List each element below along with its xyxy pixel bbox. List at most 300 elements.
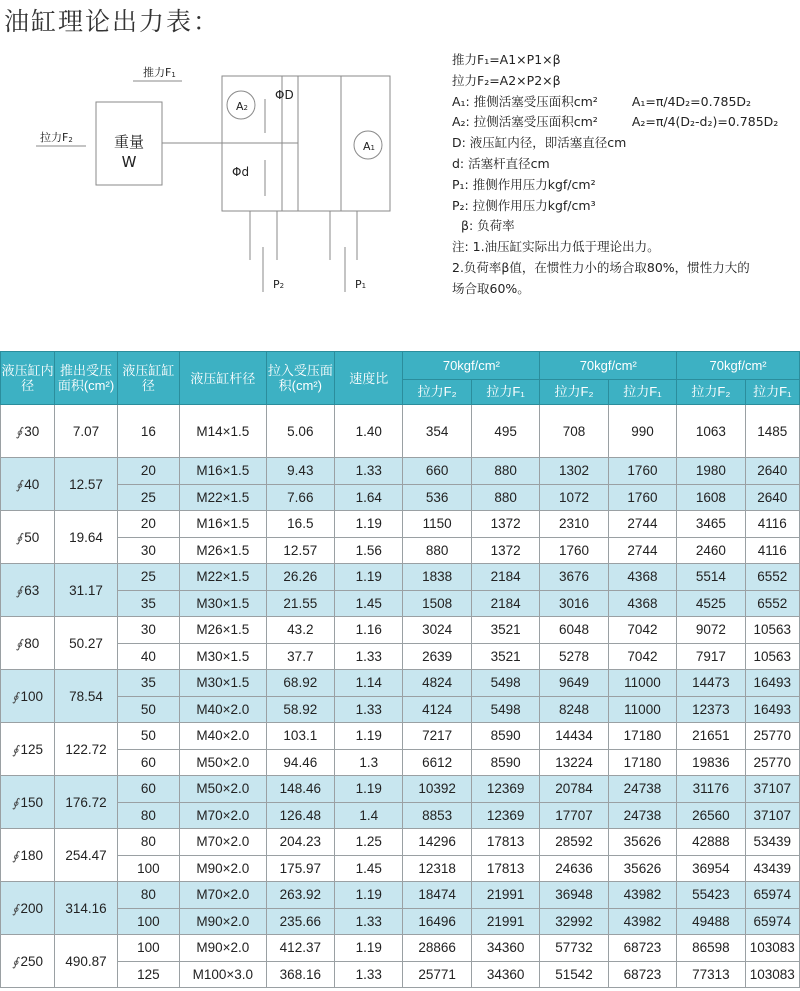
speed-ratio-cell: 1.19 bbox=[335, 882, 403, 909]
cylinder-diameter-cell: 35 bbox=[117, 590, 179, 617]
pull-area-cell: 7.66 bbox=[266, 484, 334, 511]
speed-ratio-cell: 1.40 bbox=[335, 405, 403, 458]
rod-diameter-cell: M50×2.0 bbox=[180, 749, 267, 776]
p1-label: P1 bbox=[355, 278, 367, 291]
diameter-symbol-icon: ∮ bbox=[12, 848, 19, 863]
push-area-cell: 7.07 bbox=[55, 405, 117, 458]
bore-cell bbox=[1, 935, 55, 988]
pull-force-f2-cell: 13224 bbox=[540, 749, 608, 776]
pull-force-f1-cell: 35626 bbox=[608, 829, 676, 856]
pull-area-cell: 43.2 bbox=[266, 617, 334, 644]
bore-value: 100 bbox=[20, 688, 44, 704]
pull-force-f1-cell: 2184 bbox=[471, 590, 539, 617]
cylinder-diameter-cell: 100 bbox=[117, 935, 179, 962]
pull-force-f2-cell: 57732 bbox=[540, 935, 608, 962]
pull-force-f2-cell: 18474 bbox=[403, 882, 471, 909]
speed-ratio-cell: 1.33 bbox=[335, 961, 403, 988]
pull-force-f1-cell: 35626 bbox=[608, 855, 676, 882]
pull-area-cell: 37.7 bbox=[266, 643, 334, 670]
speed-ratio-cell: 1.14 bbox=[335, 670, 403, 697]
rod-diameter-cell: M90×2.0 bbox=[180, 935, 267, 962]
pull-force-f2-cell: 25771 bbox=[403, 961, 471, 988]
a2-label: A2 bbox=[236, 100, 248, 113]
header-pressure-group-1: 70kgf/cm² bbox=[403, 352, 540, 380]
pull-force-f2-cell: 4824 bbox=[403, 670, 471, 697]
pull-force-f2-cell: 42888 bbox=[677, 829, 745, 856]
pull-force-f2-cell: 660 bbox=[403, 458, 471, 485]
weight-symbol: W bbox=[121, 153, 137, 171]
rod-diameter-cell: M16×1.5 bbox=[180, 458, 267, 485]
formula-a1: A₁: 推侧活塞受压面积cm² A₁=π/4D₂=0.785D₂ bbox=[452, 93, 752, 109]
rod-diameter-label: Φd bbox=[232, 165, 250, 179]
pull-force-f2-cell: 1150 bbox=[403, 511, 471, 538]
def-beta: β: 负荷率 bbox=[461, 218, 515, 234]
def-D: D: 液压缸内径，即活塞直径cm bbox=[452, 135, 627, 151]
formula-pull: 拉力F₂=A2×P2×β bbox=[452, 72, 561, 88]
pull-force-f2-cell: 21651 bbox=[677, 723, 745, 750]
bore-cell bbox=[1, 458, 55, 511]
pull-force-f1-cell: 1485 bbox=[745, 405, 799, 458]
bore-cell bbox=[1, 829, 55, 882]
pull-force-f1-cell: 21991 bbox=[471, 882, 539, 909]
pull-force-f2-cell: 12373 bbox=[677, 696, 745, 723]
pull-force-f1-cell: 34360 bbox=[471, 961, 539, 988]
table-row bbox=[1, 696, 800, 723]
pull-force-f1-cell: 43439 bbox=[745, 855, 799, 882]
pull-force-f1-cell: 8590 bbox=[471, 723, 539, 750]
rod-diameter-cell: M26×1.5 bbox=[180, 537, 267, 564]
pull-force-f2-cell: 14434 bbox=[540, 723, 608, 750]
rod-diameter-cell: M30×1.5 bbox=[180, 670, 267, 697]
pull-force-f2-cell: 16496 bbox=[403, 908, 471, 935]
pull-force-f1-cell: 17180 bbox=[608, 749, 676, 776]
diameter-symbol-icon: ∮ bbox=[12, 689, 19, 704]
push-area-cell: 490.87 bbox=[55, 935, 117, 988]
header-pull-f2: 拉力F₂ bbox=[540, 379, 608, 404]
speed-ratio-cell: 1.33 bbox=[335, 458, 403, 485]
diameter-symbol-icon: ∮ bbox=[12, 901, 19, 916]
cylinder-diagram bbox=[0, 50, 430, 310]
pull-force-f1-cell: 1760 bbox=[608, 484, 676, 511]
table-row bbox=[1, 935, 800, 962]
pull-area-cell: 412.37 bbox=[266, 935, 334, 962]
speed-ratio-cell: 1.19 bbox=[335, 723, 403, 750]
pull-force-f2-cell: 5278 bbox=[540, 643, 608, 670]
pull-force-f2-cell: 32992 bbox=[540, 908, 608, 935]
pull-force-f2-cell: 4525 bbox=[677, 590, 745, 617]
cylinder-diameter-cell: 100 bbox=[117, 908, 179, 935]
pull-area-cell: 263.92 bbox=[266, 882, 334, 909]
bore-value: 200 bbox=[20, 900, 44, 916]
pull-force-f1-cell: 1372 bbox=[471, 511, 539, 538]
bore-diameter-label: ΦD bbox=[275, 88, 294, 102]
header-pull-f2: 拉力F₂ bbox=[403, 379, 471, 404]
pull-force-f2-cell: 880 bbox=[403, 537, 471, 564]
pull-force-f2-cell: 12318 bbox=[403, 855, 471, 882]
push-area-cell: 314.16 bbox=[55, 882, 117, 935]
bore-value: 180 bbox=[20, 847, 44, 863]
bore-value: 40 bbox=[24, 476, 40, 492]
pull-force-f2-cell: 354 bbox=[403, 405, 471, 458]
pull-force-f2-cell: 1838 bbox=[403, 564, 471, 591]
pull-force-f1-cell: 17813 bbox=[471, 855, 539, 882]
pull-force-f1-cell: 880 bbox=[471, 458, 539, 485]
pull-area-cell: 12.57 bbox=[266, 537, 334, 564]
diameter-symbol-icon: ∮ bbox=[16, 477, 23, 492]
cylinder-diameter-cell: 40 bbox=[117, 643, 179, 670]
pull-force-f2-cell: 49488 bbox=[677, 908, 745, 935]
pull-force-f1-cell: 3521 bbox=[471, 643, 539, 670]
rod-diameter-cell: M90×2.0 bbox=[180, 855, 267, 882]
page-title: 油缸理论出力表： bbox=[4, 7, 221, 36]
bore-cell bbox=[1, 405, 55, 458]
cylinder-diameter-cell: 16 bbox=[117, 405, 179, 458]
pull-force-f1-cell: 2184 bbox=[471, 564, 539, 591]
table-row bbox=[1, 749, 800, 776]
push-area-cell: 19.64 bbox=[55, 511, 117, 564]
speed-ratio-cell: 1.4 bbox=[335, 802, 403, 829]
bore-cell bbox=[1, 776, 55, 829]
pull-force-f1-cell: 2640 bbox=[745, 458, 799, 485]
pull-force-f1-cell: 11000 bbox=[608, 670, 676, 697]
pull-force-f2-cell: 55423 bbox=[677, 882, 745, 909]
bore-value: 50 bbox=[24, 529, 40, 545]
header-speed-ratio: 速度比 bbox=[335, 352, 403, 405]
weight-label: 重量 bbox=[113, 133, 145, 151]
pull-force-f1-cell: 16493 bbox=[745, 696, 799, 723]
pull-force-f2-cell: 10392 bbox=[403, 776, 471, 803]
table-row bbox=[1, 776, 800, 803]
pull-force-f2-cell: 36954 bbox=[677, 855, 745, 882]
note-1: 注: 1.油压缸实际出力低于理论出力。 bbox=[452, 239, 660, 255]
push-area-cell: 50.27 bbox=[55, 617, 117, 670]
rod-diameter-cell: M16×1.5 bbox=[180, 511, 267, 538]
pull-area-cell: 103.1 bbox=[266, 723, 334, 750]
def-p2: P₂: 拉侧作用压力kgf/cm³ bbox=[452, 197, 596, 213]
table-row bbox=[1, 908, 800, 935]
cylinder-diameter-cell: 60 bbox=[117, 749, 179, 776]
header-pull-f1: 拉力F₁ bbox=[471, 379, 539, 404]
pull-force-f1-cell: 880 bbox=[471, 484, 539, 511]
note-2: 2.负荷率β值，在惯性力小的场合取80%，惯性力大的 bbox=[452, 259, 750, 275]
pull-force-f1-cell: 25770 bbox=[745, 723, 799, 750]
pull-force-f2-cell: 36948 bbox=[540, 882, 608, 909]
pull-force-f2-cell: 20784 bbox=[540, 776, 608, 803]
pull-force-f1-cell: 6552 bbox=[745, 564, 799, 591]
speed-ratio-cell: 1.19 bbox=[335, 935, 403, 962]
pull-force-f1-cell: 68723 bbox=[608, 961, 676, 988]
header-pull-f1: 拉力F₁ bbox=[745, 379, 799, 404]
table-header bbox=[1, 352, 800, 405]
pull-force-f2-cell: 31176 bbox=[677, 776, 745, 803]
speed-ratio-cell: 1.25 bbox=[335, 829, 403, 856]
pull-force-f1-cell: 2640 bbox=[745, 484, 799, 511]
pull-force-f1-cell: 2744 bbox=[608, 537, 676, 564]
pull-force-f2-cell: 77313 bbox=[677, 961, 745, 988]
formula-push: 推力F₁=A1×P1×β bbox=[452, 52, 561, 67]
pull-force-f2-cell: 8248 bbox=[540, 696, 608, 723]
rod-diameter-cell: M70×2.0 bbox=[180, 829, 267, 856]
pull-force-f1-cell: 37107 bbox=[745, 776, 799, 803]
pull-force-f1-cell: 16493 bbox=[745, 670, 799, 697]
pull-force-f2-cell: 24636 bbox=[540, 855, 608, 882]
def-p1: P₁: 推侧作用压力kgf/cm² bbox=[452, 176, 596, 192]
speed-ratio-cell: 1.3 bbox=[335, 749, 403, 776]
speed-ratio-cell: 1.19 bbox=[335, 511, 403, 538]
pull-force-f1-cell: 495 bbox=[471, 405, 539, 458]
bore-value: 250 bbox=[20, 953, 44, 969]
note-2-cont: 场合取60%。 bbox=[452, 280, 530, 296]
table-row bbox=[1, 670, 800, 697]
a1-label: A1 bbox=[363, 140, 375, 153]
pull-area-cell: 235.66 bbox=[266, 908, 334, 935]
cylinder-diameter-cell: 50 bbox=[117, 723, 179, 750]
pull-area-cell: 148.46 bbox=[266, 776, 334, 803]
header-cylinder-diameter: 液压缸缸径 bbox=[117, 352, 179, 405]
bore-value: 125 bbox=[20, 741, 44, 757]
pull-force-f1-cell: 24738 bbox=[608, 802, 676, 829]
pull-force-f1-cell: 34360 bbox=[471, 935, 539, 962]
cylinder-diameter-cell: 25 bbox=[117, 484, 179, 511]
header-rod-diameter: 液压缸杆径 bbox=[180, 352, 267, 405]
speed-ratio-cell: 1.56 bbox=[335, 537, 403, 564]
pull-area-cell: 368.16 bbox=[266, 961, 334, 988]
cylinder-diameter-cell: 25 bbox=[117, 564, 179, 591]
pull-area-cell: 126.48 bbox=[266, 802, 334, 829]
bore-cell bbox=[1, 670, 55, 723]
pull-force-f1-cell: 5498 bbox=[471, 696, 539, 723]
pull-force-f1-cell: 4116 bbox=[745, 537, 799, 564]
formula-notes bbox=[452, 50, 797, 300]
pull-force-f1-cell: 53439 bbox=[745, 829, 799, 856]
table-row bbox=[1, 405, 800, 458]
cylinder-diameter-cell: 100 bbox=[117, 855, 179, 882]
pull-force-label: 拉力F2 bbox=[40, 131, 73, 144]
pull-area-cell: 21.55 bbox=[266, 590, 334, 617]
pull-force-f2-cell: 3016 bbox=[540, 590, 608, 617]
cylinder-diameter-cell: 80 bbox=[117, 829, 179, 856]
cylinder-diameter-cell: 30 bbox=[117, 537, 179, 564]
table-row bbox=[1, 855, 800, 882]
pull-force-f2-cell: 26560 bbox=[677, 802, 745, 829]
bore-cell bbox=[1, 617, 55, 670]
pull-force-f2-cell: 14296 bbox=[403, 829, 471, 856]
pull-force-f1-cell: 65974 bbox=[745, 908, 799, 935]
push-area-cell: 122.72 bbox=[55, 723, 117, 776]
rod-diameter-cell: M30×1.5 bbox=[180, 643, 267, 670]
pull-force-f2-cell: 2310 bbox=[540, 511, 608, 538]
header-pull-area: 拉入受压面积(cm²) bbox=[266, 352, 334, 405]
pull-force-f1-cell: 4368 bbox=[608, 564, 676, 591]
diameter-symbol-icon: ∮ bbox=[16, 583, 23, 598]
cylinder-diameter-cell: 20 bbox=[117, 458, 179, 485]
pull-force-f2-cell: 1980 bbox=[677, 458, 745, 485]
cylinder-output-table bbox=[0, 351, 800, 988]
header-pull-f2: 拉力F₂ bbox=[677, 379, 745, 404]
pull-force-f1-cell: 6552 bbox=[745, 590, 799, 617]
pull-area-cell: 5.06 bbox=[266, 405, 334, 458]
pull-force-f2-cell: 1302 bbox=[540, 458, 608, 485]
rod-diameter-cell: M100×3.0 bbox=[180, 961, 267, 988]
pull-force-f1-cell: 37107 bbox=[745, 802, 799, 829]
table-row bbox=[1, 511, 800, 538]
pull-force-f2-cell: 19836 bbox=[677, 749, 745, 776]
header-push-area: 推出受压面积(cm²) bbox=[55, 352, 117, 405]
push-force-label: 推力F1 bbox=[143, 66, 176, 79]
rod-diameter-cell: M22×1.5 bbox=[180, 564, 267, 591]
pull-force-f2-cell: 708 bbox=[540, 405, 608, 458]
diameter-symbol-icon: ∮ bbox=[12, 954, 19, 969]
pull-force-f2-cell: 28866 bbox=[403, 935, 471, 962]
cylinder-diameter-cell: 125 bbox=[117, 961, 179, 988]
pull-force-f1-cell: 10563 bbox=[745, 617, 799, 644]
speed-ratio-cell: 1.33 bbox=[335, 908, 403, 935]
speed-ratio-cell: 1.64 bbox=[335, 484, 403, 511]
pull-force-f1-cell: 5498 bbox=[471, 670, 539, 697]
pull-area-cell: 9.43 bbox=[266, 458, 334, 485]
table-row bbox=[1, 643, 800, 670]
pull-force-f2-cell: 2639 bbox=[403, 643, 471, 670]
pull-force-f2-cell: 1072 bbox=[540, 484, 608, 511]
pull-force-f2-cell: 1063 bbox=[677, 405, 745, 458]
bore-value: 63 bbox=[24, 582, 40, 598]
rod-diameter-cell: M14×1.5 bbox=[180, 405, 267, 458]
header-pressure-group-3: 70kgf/cm² bbox=[677, 352, 800, 380]
p2-label: P2 bbox=[273, 278, 285, 291]
cylinder-diameter-cell: 30 bbox=[117, 617, 179, 644]
pull-force-f1-cell: 990 bbox=[608, 405, 676, 458]
def-d: d: 活塞杆直径cm bbox=[452, 155, 550, 171]
pull-force-f1-cell: 7042 bbox=[608, 617, 676, 644]
cylinder-diameter-cell: 80 bbox=[117, 802, 179, 829]
rod-diameter-cell: M22×1.5 bbox=[180, 484, 267, 511]
cylinder-diameter-cell: 20 bbox=[117, 511, 179, 538]
speed-ratio-cell: 1.16 bbox=[335, 617, 403, 644]
diameter-symbol-icon: ∮ bbox=[16, 636, 23, 651]
pull-force-f1-cell: 17813 bbox=[471, 829, 539, 856]
table-row bbox=[1, 484, 800, 511]
pull-force-f1-cell: 43982 bbox=[608, 882, 676, 909]
rod-diameter-cell: M26×1.5 bbox=[180, 617, 267, 644]
rod-diameter-cell: M30×1.5 bbox=[180, 590, 267, 617]
speed-ratio-cell: 1.33 bbox=[335, 643, 403, 670]
rod-diameter-cell: M90×2.0 bbox=[180, 908, 267, 935]
table-row bbox=[1, 537, 800, 564]
pull-force-f2-cell: 28592 bbox=[540, 829, 608, 856]
pull-force-f1-cell: 12369 bbox=[471, 776, 539, 803]
pull-force-f2-cell: 6048 bbox=[540, 617, 608, 644]
pull-area-cell: 16.5 bbox=[266, 511, 334, 538]
bore-cell bbox=[1, 564, 55, 617]
pull-force-f2-cell: 4124 bbox=[403, 696, 471, 723]
pull-area-cell: 94.46 bbox=[266, 749, 334, 776]
pull-force-f1-cell: 17180 bbox=[608, 723, 676, 750]
table-row bbox=[1, 961, 800, 988]
pull-force-f2-cell: 1508 bbox=[403, 590, 471, 617]
pull-force-f2-cell: 9072 bbox=[677, 617, 745, 644]
pull-force-f1-cell: 25770 bbox=[745, 749, 799, 776]
speed-ratio-cell: 1.19 bbox=[335, 776, 403, 803]
table-row bbox=[1, 590, 800, 617]
diameter-symbol-icon: ∮ bbox=[12, 795, 19, 810]
pull-force-f2-cell: 1760 bbox=[540, 537, 608, 564]
bore-value: 150 bbox=[20, 794, 44, 810]
pull-force-f1-cell: 1760 bbox=[608, 458, 676, 485]
pull-area-cell: 58.92 bbox=[266, 696, 334, 723]
diameter-symbol-icon: ∮ bbox=[16, 530, 23, 545]
table-row bbox=[1, 882, 800, 909]
pull-force-f2-cell: 7917 bbox=[677, 643, 745, 670]
table-row bbox=[1, 458, 800, 485]
pull-force-f1-cell: 11000 bbox=[608, 696, 676, 723]
pull-force-f1-cell: 2744 bbox=[608, 511, 676, 538]
pull-area-cell: 175.97 bbox=[266, 855, 334, 882]
table-row bbox=[1, 617, 800, 644]
pull-force-f1-cell: 12369 bbox=[471, 802, 539, 829]
pull-force-f2-cell: 1608 bbox=[677, 484, 745, 511]
pull-force-f2-cell: 51542 bbox=[540, 961, 608, 988]
pull-force-f1-cell: 65974 bbox=[745, 882, 799, 909]
pull-force-f1-cell: 24738 bbox=[608, 776, 676, 803]
speed-ratio-cell: 1.33 bbox=[335, 696, 403, 723]
pull-force-f1-cell: 3521 bbox=[471, 617, 539, 644]
pull-force-f1-cell: 43982 bbox=[608, 908, 676, 935]
pull-force-f1-cell: 4368 bbox=[608, 590, 676, 617]
pull-force-f2-cell: 3676 bbox=[540, 564, 608, 591]
pull-force-f2-cell: 7217 bbox=[403, 723, 471, 750]
rod-diameter-cell: M50×2.0 bbox=[180, 776, 267, 803]
diameter-symbol-icon: ∮ bbox=[16, 424, 23, 439]
pull-force-f1-cell: 103083 bbox=[745, 961, 799, 988]
pull-force-f2-cell: 86598 bbox=[677, 935, 745, 962]
table-body bbox=[1, 405, 800, 988]
cylinder-diameter-cell: 60 bbox=[117, 776, 179, 803]
pull-force-f2-cell: 2460 bbox=[677, 537, 745, 564]
cylinder-diameter-cell: 50 bbox=[117, 696, 179, 723]
pull-force-f2-cell: 536 bbox=[403, 484, 471, 511]
push-area-cell: 254.47 bbox=[55, 829, 117, 882]
push-area-cell: 12.57 bbox=[55, 458, 117, 511]
push-area-cell: 78.54 bbox=[55, 670, 117, 723]
pull-force-f1-cell: 4116 bbox=[745, 511, 799, 538]
diameter-symbol-icon: ∮ bbox=[12, 742, 19, 757]
speed-ratio-cell: 1.45 bbox=[335, 855, 403, 882]
pull-force-f2-cell: 5514 bbox=[677, 564, 745, 591]
push-area-cell: 31.17 bbox=[55, 564, 117, 617]
push-area-cell: 176.72 bbox=[55, 776, 117, 829]
rod-diameter-cell: M40×2.0 bbox=[180, 723, 267, 750]
speed-ratio-cell: 1.45 bbox=[335, 590, 403, 617]
pull-area-cell: 26.26 bbox=[266, 564, 334, 591]
pull-area-cell: 204.23 bbox=[266, 829, 334, 856]
pull-force-f1-cell: 68723 bbox=[608, 935, 676, 962]
rod-diameter-cell: M40×2.0 bbox=[180, 696, 267, 723]
pull-force-f2-cell: 8853 bbox=[403, 802, 471, 829]
table-row bbox=[1, 723, 800, 750]
header-pull-f1: 拉力F₁ bbox=[608, 379, 676, 404]
rod-diameter-cell: M70×2.0 bbox=[180, 802, 267, 829]
bore-cell bbox=[1, 882, 55, 935]
bore-value: 30 bbox=[24, 423, 40, 439]
pull-force-f1-cell: 21991 bbox=[471, 908, 539, 935]
pull-force-f1-cell: 8590 bbox=[471, 749, 539, 776]
pull-area-cell: 68.92 bbox=[266, 670, 334, 697]
pull-force-f2-cell: 14473 bbox=[677, 670, 745, 697]
pull-force-f2-cell: 3465 bbox=[677, 511, 745, 538]
table-row bbox=[1, 802, 800, 829]
pull-force-f2-cell: 9649 bbox=[540, 670, 608, 697]
pull-force-f1-cell: 103083 bbox=[745, 935, 799, 962]
